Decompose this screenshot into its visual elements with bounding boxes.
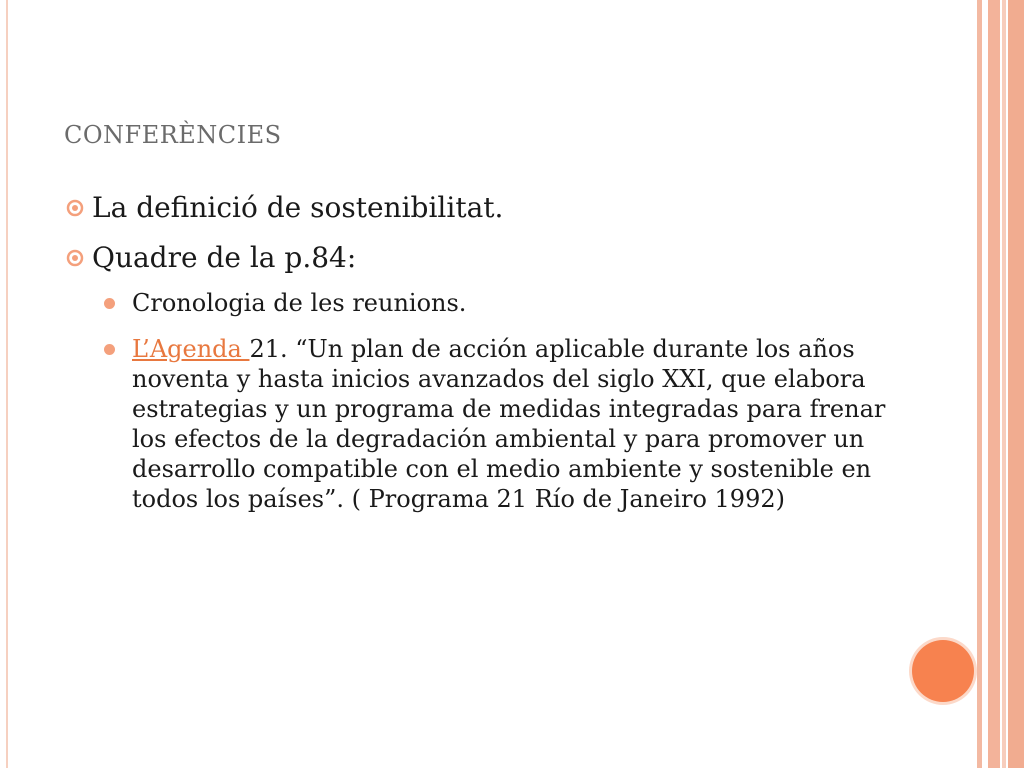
agenda-21-link[interactable]: L’Agenda — [132, 335, 250, 363]
decorative-circle — [912, 640, 974, 702]
dot-bullet-icon — [104, 298, 115, 309]
sub-bullet-text: Cronologia de les reunions. — [132, 289, 467, 317]
right-border-strip — [988, 0, 1000, 768]
dot-bullet-icon — [104, 344, 115, 355]
bullet-item — [64, 190, 894, 226]
slide-title: conferències — [64, 112, 282, 152]
bullet-text: Quadre de la p.84: — [92, 241, 357, 274]
bullet-item — [64, 240, 894, 276]
left-decorative-line — [6, 0, 8, 768]
right-border-strip — [977, 0, 982, 768]
sub-bullet-item — [104, 288, 894, 318]
right-border-gap — [984, 0, 987, 768]
sub-bullet-text: 21. “Un plan de acción aplicable durante los años noventa y hasta inicios avanzados del siglo XXI, que elabora estrategias y un programa de medidas integradas para frenar los efectos de la degradación ambiental y para promover un desarrollo compatible con el medio ambiente y sostenible en todos los países”. ( Programa 21 Río de Janeiro 1992) — [132, 335, 886, 513]
bullet-icon — [66, 249, 84, 267]
right-border-strip — [1008, 0, 1024, 768]
slide-content — [64, 190, 894, 530]
sub-bullet-list — [64, 288, 894, 514]
bullet-text: La definició de sostenibilitat. — [92, 191, 504, 224]
sub-bullet-item — [104, 334, 894, 514]
right-border-strip — [1002, 0, 1006, 768]
bullet-icon — [66, 199, 84, 217]
